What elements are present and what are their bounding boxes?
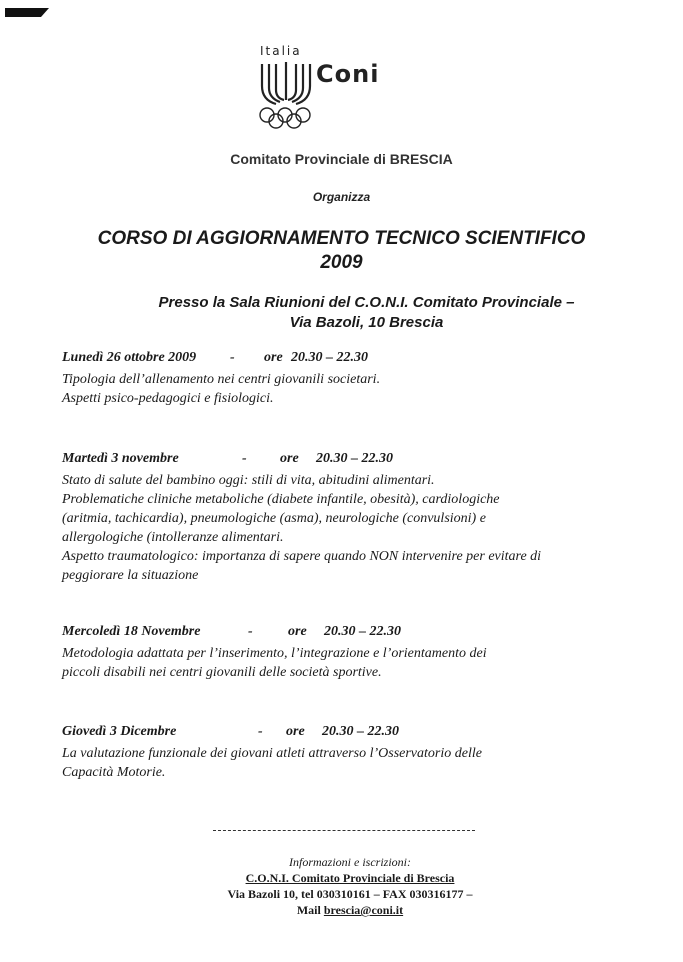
description-line: Metodologia adattata per l’inserimento, l’integrazione e l’orientamento dei <box>62 646 487 661</box>
session-time: 20.30 – 22.30 <box>316 451 393 466</box>
session-date: Lunedì 26 ottobre 2009 <box>62 350 197 365</box>
info-organization: C.O.N.I. Comitato Provinciale di Brescia <box>245 871 455 885</box>
course-year: 2009 <box>320 252 363 273</box>
session-dash: - <box>242 451 247 466</box>
session-description <box>62 471 642 585</box>
session-time: 20.30 – 22.30 <box>322 724 399 739</box>
session-ore: ore <box>264 350 283 365</box>
session-ore: ore <box>280 451 299 466</box>
session-time: 20.30 – 22.30 <box>324 624 401 639</box>
mail-label: Mail <box>296 903 321 917</box>
description-line: Capacità Motorie. <box>62 765 166 780</box>
session-description <box>62 370 642 408</box>
session-dash: - <box>230 350 235 365</box>
description-line: allergologiche (intolleranze alimentari. <box>62 530 284 545</box>
session-ore: ore <box>288 624 307 639</box>
description-line: (aritmia, tachicardia), pneumologiche (asma), neurologiche (convulsioni) e <box>62 511 486 526</box>
description-line: peggiorare la situazione <box>62 568 199 583</box>
description-line: Problematiche cliniche metaboliche (diabete infantile, obesità), cardiologiche <box>62 492 500 507</box>
footer-separator <box>213 830 475 831</box>
session-description <box>62 744 642 782</box>
coni-logo <box>258 44 408 134</box>
logo-coni-text: Coni <box>316 60 380 88</box>
session-header <box>62 624 642 644</box>
session-date: Mercoledì 18 Novembre <box>62 624 201 639</box>
email-link[interactable]: brescia@coni.it <box>323 903 404 917</box>
committee-heading: Comitato Provinciale di BRESCIA <box>230 151 453 167</box>
session-ore: ore <box>286 724 305 739</box>
description-line: Aspetti psico-pedagogici e fisiologici. <box>62 391 274 406</box>
info-address: Via Bazoli 10, tel 030310161 – FAX 030316177 – <box>227 887 473 901</box>
info-label: Informazioni e iscrizioni: <box>289 855 411 869</box>
session-4 <box>62 724 642 782</box>
scan-mark <box>5 8 41 17</box>
info-mail <box>150 903 550 918</box>
session-2 <box>62 451 642 585</box>
session-time: 20.30 – 22.30 <box>291 350 368 365</box>
flame-icon <box>258 60 314 106</box>
description-line: piccoli disabili nei centri giovanili delle società sportive. <box>62 665 382 680</box>
venue-line-1: Presso la Sala Riunioni del C.O.N.I. Comitato Provinciale – <box>158 294 575 311</box>
session-date: Giovedì 3 Dicembre <box>62 724 177 739</box>
session-dash: - <box>248 624 253 639</box>
olympic-rings-icon <box>258 106 314 130</box>
description-line: Aspetto traumatologico: importanza di sapere quando NON intervenire per evitare di <box>62 549 542 564</box>
session-dash: - <box>258 724 263 739</box>
session-header <box>62 350 642 370</box>
description-line: Stato di salute del bambino oggi: stili di vita, abitudini alimentari. <box>62 473 435 488</box>
venue-line-2: Via Bazoli, 10 Brescia <box>289 314 444 331</box>
session-date: Martedì 3 novembre <box>62 451 179 466</box>
organizza-label: Organizza <box>312 190 371 204</box>
session-description <box>62 644 642 682</box>
description-line: La valutazione funzionale dei giovani atleti attraverso l’Osservatorio delle <box>62 746 482 761</box>
description-line: Tipologia dell’allenamento nei centri giovanili societari. <box>62 372 381 387</box>
course-title: CORSO DI AGGIORNAMENTO TECNICO SCIENTIFICO <box>97 228 586 249</box>
logo-italia-text: Italia <box>260 44 302 58</box>
session-header <box>62 724 642 744</box>
session-header <box>62 451 642 471</box>
session-3 <box>62 624 642 682</box>
session-1 <box>62 350 642 408</box>
